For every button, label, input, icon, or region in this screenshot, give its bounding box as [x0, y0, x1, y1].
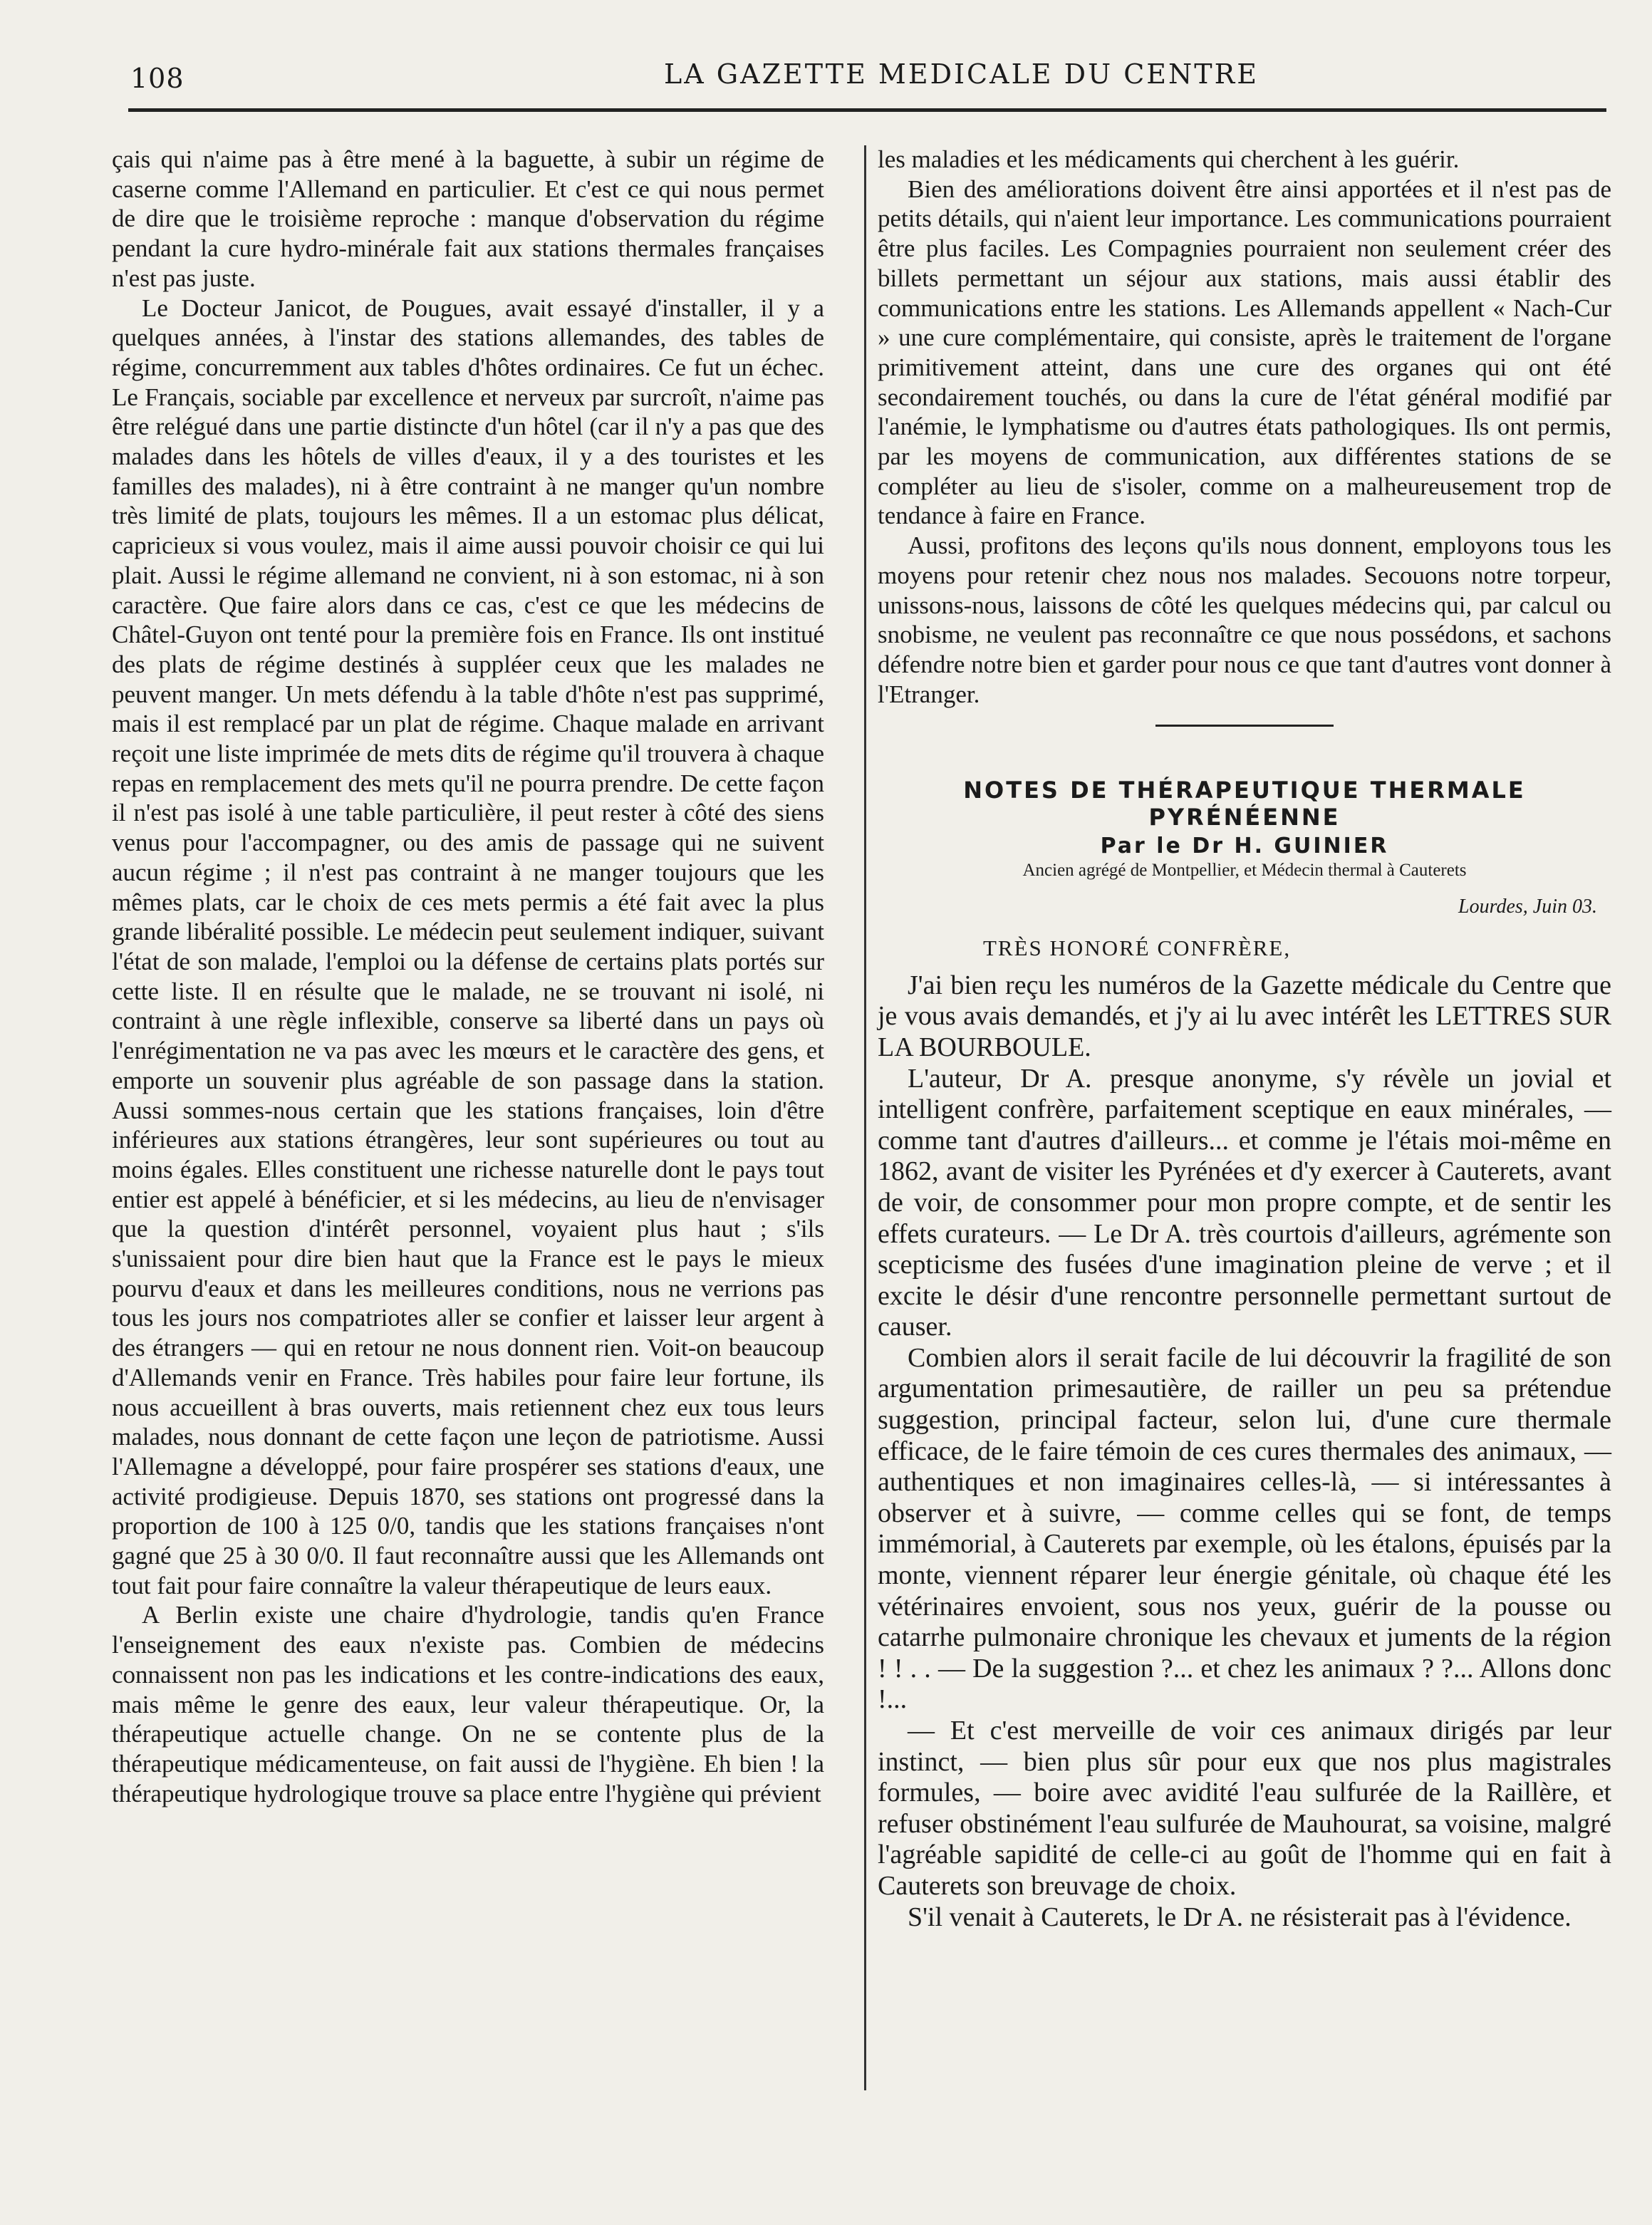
- page-number: 108: [130, 63, 185, 94]
- letter-dateline: Lourdes, Juin 03.: [1458, 896, 1597, 918]
- running-title: LA GAZETTE MEDICALE DU CENTRE: [664, 58, 1259, 90]
- letter-paragraph-3: Combien alors il serait facile de lui découvrir la fragilité de son argumentation primesautière, de railler un peu sa prétendue suggestion, principal facteur, selon lui, d'une cure thermale efficace, de le faire témoin de ces cures thermales des animaux, — authentiques et non imaginaires celles-là, — si intéressantes à observer et à suivre, — comme celles qui se font, de temps immémorial, à Cauterets par exemple, où les étalons, épuisés par la monte, viennent réparer leur énergie génitale, où chaque été les vétérinaires envoient, sous nos yeux, guérir de la pousse ou catarrhe pulmonaire chronique les chevaux et juments de la région ! ! . . — De la suggestion ?... et chez les animaux ? ?... Allons donc !...: [878, 1342, 1611, 1715]
- article-title: [878, 777, 1611, 831]
- letter-paragraph-2: L'auteur, Dr A. presque anonyme, s'y révèle un jovial et intelligent confrère, parfaitement sceptique en eaux minérales, — comme tant d'autres d'ailleurs... et comme je l'étais moi-même en 1862, avant de visiter les Pyrénées et d'y exercer à Cauterets, avant de voir, de consommer pour mon propre compte, et de sentir les effets curateurs. — Le Dr A. très courtois d'ailleurs, agrémente son scepticisme des fusées d'une imagination pleine de verve ; et il excite le désir d'une rencontre personnelle permettant surtout de causer.: [878, 1063, 1611, 1342]
- right-column: [878, 145, 1611, 1933]
- left-paragraph-1: çais qui n'aime pas à être mené à la baguette, à subir un régime de caserne comme l'Allemand en particulier. Et c'est ce qui nous permet de dire que le troisième reproche : manque d'observation du régime pendant la cure hydro-minérale fait aux stations thermales françaises n'est pas juste.: [112, 145, 824, 292]
- header-rule: [128, 108, 1606, 112]
- article-title-line-2: PYRÉNÉENNE: [1148, 804, 1341, 831]
- right-paragraph-3: Aussi, profitons des leçons qu'ils nous donnent, employons tous les moyens pour retenir chez nous nos malades. Secouons notre torpeur, unissons-nous, laissons de côté les quelques médecins qui, par calcul ou snobisme, ne veulent pas reconnaître ce que nous possédons, et sachons défendre notre bien et garder pour nous ce que tant d'autres vont donner à l'Etranger.: [878, 531, 1611, 708]
- letter-paragraph-5: S'il venait à Cauterets, le Dr A. ne résisterait pas à l'évidence.: [908, 1902, 1572, 1932]
- section-divider: [1155, 725, 1334, 727]
- letter-paragraph-1: J'ai bien reçu les numéros de la Gazette médicale du Centre que je vous avais demandés, et j'y ai lu avec intérêt les LETTRES SUR LA BOURBOULE.: [878, 970, 1611, 1062]
- left-column: [112, 145, 824, 1808]
- article-byline: Par le Dr H. GUINIER: [1100, 834, 1389, 859]
- left-paragraph-3: A Berlin existe une chaire d'hydrologie, tandis qu'en France l'enseignement des eaux n'existe pas. Combien de médecins connaissent non pas les indications et les contre-indications des eaux, mais même le genre des eaux, leur valeur thérapeutique. Or, la thérapeutique actuelle change. On ne se contente plus de la thérapeutique médicamenteuse, on fait aussi de l'hygiène. Eh bien ! la thérapeutique hydrologique trouve sa place entre l'hygiène qui prévient: [112, 1601, 824, 1808]
- letter-body: [878, 970, 1611, 1933]
- column-divider: [864, 145, 866, 2090]
- right-paragraph-1: les maladies et les médicaments qui cherchent à les guérir.: [878, 145, 1460, 173]
- letter-paragraph-4: — Et c'est merveille de voir ces animaux dirigés par leur instinct, — bien plus sûr pour eux que nos plus magistrales formules, — boire avec avidité l'eau sulfurée de la Raillère, et refuser obstinément l'eau sulfurée de Mauhourat, sa voisine, malgré l'agréable sapidité de celle-ci au goût de l'homme qui en fait à Cauterets son breuvage de choix.: [878, 1716, 1611, 1901]
- author-affiliation: Ancien agrégé de Montpellier, et Médecin thermal à Cauterets: [1022, 861, 1467, 881]
- right-paragraph-2: Bien des améliorations doivent être ainsi apportées et il n'est pas de petits détails, qui n'aient leur importance. Les communications pourraient être plus faciles. Les Compagnies pourraient non seulement créer des billets permettant un séjour aux stations, mais aussi établir des communications entre les stations. Les Allemands appellent « Nach-Cur » une cure complémentaire, qui consiste, après le traitement de l'organe primitivement atteint, dans une cure des organes qui ont été secondairement touchés, ou dans la cure de l'état général modifié par l'anémie, le lymphatisme ou d'autres états pathologiques. Ils ont permis, par les moyens de communication, aux différentes stations de se compléter au lieu de s'isoler, comme on a malheureusement trop de tendance à faire en France.: [878, 175, 1611, 530]
- left-paragraph-2: Le Docteur Janicot, de Pougues, avait essayé d'installer, il y a quelques années, à l'instar des stations allemandes, des tables de régime, concurremment aux tables d'hôtes ordinaires. Ce fut un échec. Le Français, sociable par excellence et nerveux par surcroît, n'aime pas être relégué dans une partie distincte d'un hôtel (car il n'y a pas que des malades dans les hôtels de villes d'eaux, il y a des touristes et les familles des malades), ni à être contraint à ne manger qu'un nombre très limité de plats, toujours les mêmes. Il a un estomac plus délicat, capricieux si vous voulez, mais il aime aussi pouvoir choisir ce qui lui plait. Aussi le régime allemand ne convient, ni à son estomac, ni à son caractère. Que faire alors dans ce cas, c'est ce que les médecins de Châtel-Guyon ont tenté pour la première fois en France. Ils ont institué des plats de régime destinés à suppléer ceux que les malades ne peuvent manger. Un mets défendu à la table d'hôte n'est pas supprimé, mais il est remplacé par un plat de régime. Chaque malade en arrivant reçoit une liste imprimée de mets dits de régime qu'il trouvera à chaque repas en remplacement des mets qu'il ne pourra prendre. De cette façon il n'est pas isolé à une table particulière, il peut rester à côté des siens venus pour l'accompagner, ou des amis de passage qui ne suivent aucun régime ; il n'est pas contraint à ne manger toujours que les mêmes plats, car le choix de ces mets permis a été fait avec la plus grande libéralité possible. Le médecin peut seulement indiquer, suivant l'état de son malade, l'emploi ou la défense de certains plats portés sur cette liste. Il en résulte que le malade, ne se trouvant ni isolé, ni contraint à une règle inflexible, conserve sa liberté dans un pays où l'enrégimentation ne va pas avec les mœurs et le caractère des gens, et emporte un souvenir plus agréable de son passage dans la station. Aussi sommes-nous certain que les stations françaises, loin d'être inférieures aux stations étrangères, leur sont supérieures ou tout au moins égales. Elles constituent une richesse naturelle dont le pays tout entier est appelé à bénéficier, et si les médecins, au lieu de n'envisager que la question d'intérêt personnel, voyaient plus haut ; s'ils s'unissaient pour dire bien haut que la France est le pays le mieux pourvu d'eaux et dans les meilleures conditions, nous ne verrions pas tous les jours nos compatriotes aller se confier et laisser leur argent à des étrangers — qui en retour ne nous donnent rien. Voit-on beaucoup d'Allemands venir en France. Très habiles pour faire leur fortune, ils nous accueillent à bras ouverts, mais retiennent chez eux tous leurs malades, nous donnant de cette façon une leçon de patriotisme. Aussi l'Allemagne a développé, pour faire prospérer ses stations d'eaux, une activité prodigieuse. Depuis 1870, ses stations ont progressé dans la proportion de 100 à 125 0/0, tandis que les stations françaises n'ont gagné que 25 à 30 0/0. Il faut reconnaître aussi que les Allemands ont tout fait pour faire connaître la valeur thérapeutique de leurs eaux.: [112, 294, 824, 1599]
- article-title-line-1: NOTES DE THÉRAPEUTIQUE THERMALE: [963, 777, 1526, 804]
- letter-salutation: TRÈS HONORÉ CONFRÈRE,: [983, 935, 1292, 961]
